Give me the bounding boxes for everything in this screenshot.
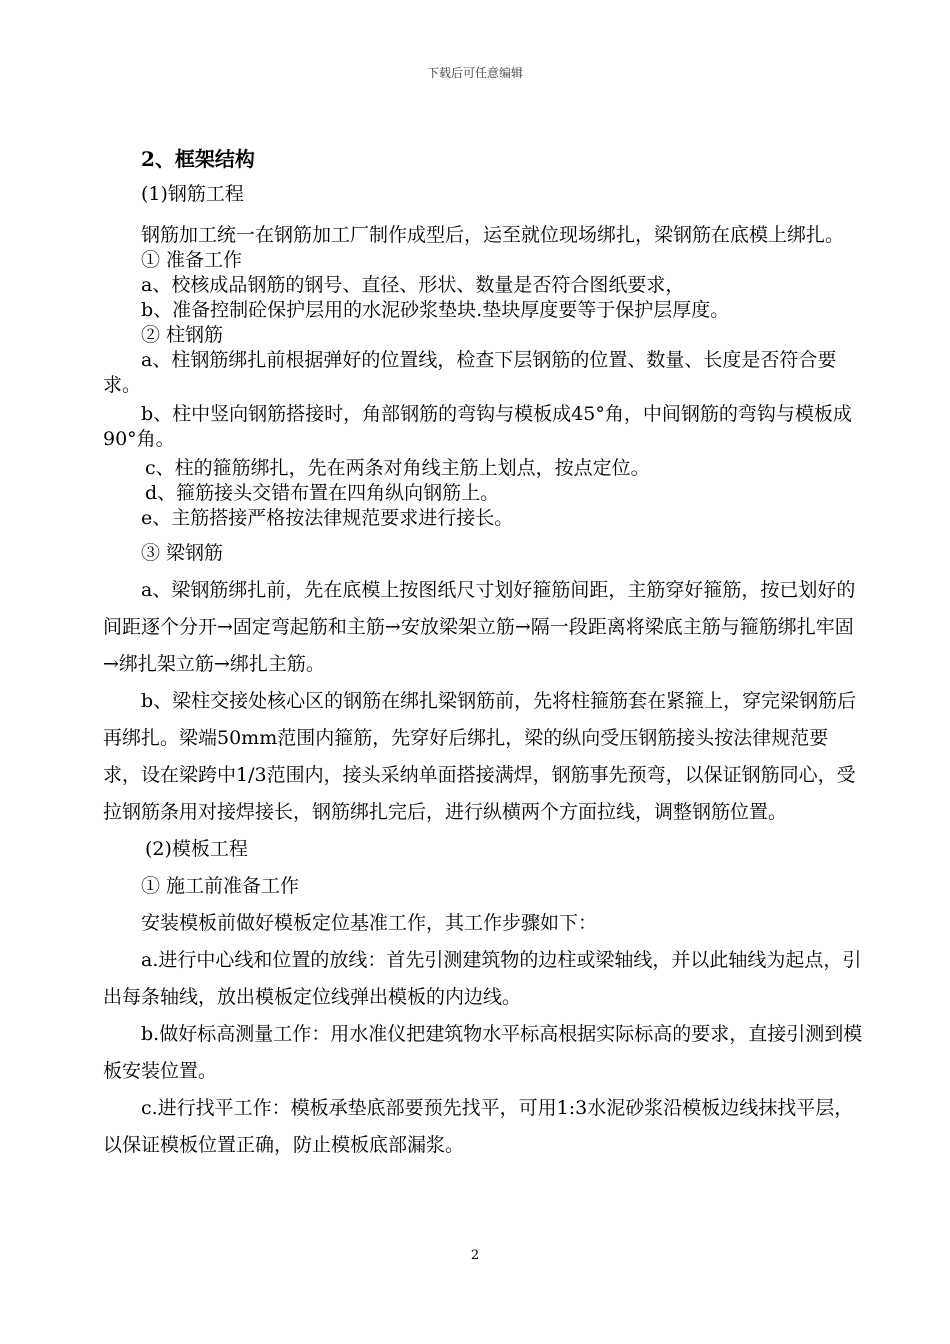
formwork-prep-intro: 安装模板前做好模板定位基准工作，其工作步骤如下：: [141, 912, 598, 934]
document-body: [103, 142, 863, 1164]
rebar-prep-b: b、准备控制砼保护层用的水泥砂浆垫块.垫块厚度要等于保护层厚度。: [141, 299, 730, 321]
column-rebar-d: d、箍筋接头交错布置在四角纵向钢筋上。: [145, 482, 500, 504]
rebar-intro: 钢筋加工统一在钢筋加工厂制作成型后，运至就位现场绑扎，梁钢筋在底模上绑扎。: [141, 224, 845, 246]
formwork-prep-title: ① 施工前准备工作: [141, 875, 300, 897]
column-rebar-b: b、柱中竖向钢筋搭接时，角部钢筋的弯钩与模板成45°角，中间钢筋的弯钩与模板成90°角。: [103, 403, 852, 450]
section-title: 2、框架结构: [141, 147, 255, 171]
formwork-prep-b: b.做好标高测量工作：用水准仪把建筑物水平标高根据实际标高的要求，直接引测到模板安装位置。: [103, 1023, 863, 1082]
page-header: 下载后可任意编辑: [426, 66, 523, 80]
column-rebar-title: ② 柱钢筋: [141, 324, 224, 346]
column-rebar-e: e、主筋搭接严格按法律规范要求进行接长。: [141, 507, 514, 529]
beam-rebar-b: b、梁柱交接处核心区的钢筋在绑扎梁钢筋前，先将柱箍筋套在紧箍上，穿完梁钢筋后再绑扎。梁端50mm范围内箍筋，先穿好后绑扎，梁的纵向受压钢筋接头按法律规范要求，设在梁跨中1/3范围内，接头采纳单面搭接满焊，钢筋事先预弯，以保证钢筋同心，受拉钢筋条用对接焊接长，钢筋绑扎完后，进行纵横两个方面拉线，调整钢筋位置。: [103, 690, 857, 823]
column-rebar-c: c、柱的箍筋绑扎，先在两条对角线主筋上划点，按点定位。: [145, 457, 650, 479]
formwork-prep-c: c.进行找平工作：模板承垫底部要预先找平，可用1:3水泥砂浆沿模板边线抹找平层，以保证模板位置正确，防止模板底部漏浆。: [103, 1097, 854, 1156]
rebar-prep-title: ① 准备工作: [141, 249, 243, 271]
rebar-prep-a: a、校核成品钢筋的钢号、直径、形状、数量是否符合图纸要求，: [141, 274, 685, 296]
beam-rebar-title: ③ 梁钢筋: [141, 542, 224, 564]
formwork-title: (2)模板工程: [145, 838, 248, 860]
column-rebar-a: a、柱钢筋绑扎前根据弹好的位置线，检查下层钢筋的位置、数量、长度是否符合要求。: [103, 349, 837, 396]
beam-rebar-a: a、梁钢筋绑扎前，先在底模上按图纸尺寸划好箍筋间距，主筋穿好箍筋，按已划好的间距逐个分开→固定弯起筋和主筋→安放梁架立筋→隔一段距离将梁底主筋与箍筋绑扎牢固→绑扎架立筋→绑扎主筋。: [103, 579, 856, 675]
rebar-title: (1)钢筋工程: [141, 183, 244, 205]
page-number: 2: [470, 1248, 480, 1263]
formwork-prep-a: a.进行中心线和位置的放线：首先引测建筑物的边柱或梁轴线，并以此轴线为起点，引出每条轴线，放出模板定位线弹出模板的内边线。: [103, 949, 862, 1008]
